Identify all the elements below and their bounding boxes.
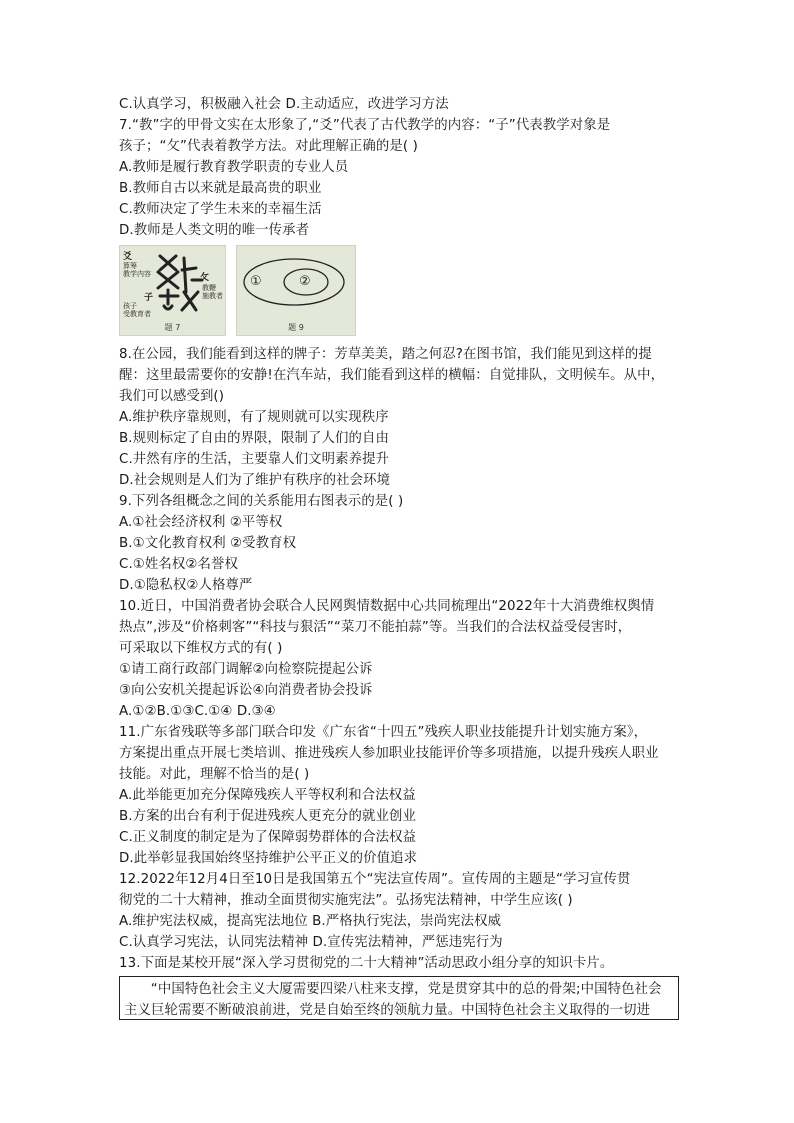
q13-stem: 13.下面是某校开展“深入学习贯彻党的二十大精神”活动思政小组分享的知识卡片。	[119, 956, 614, 971]
q12-options-cd: C.认真学习宪法，认同宪法精神 D.宣传宪法精神，严惩违宪行为	[119, 935, 503, 950]
q8-stem-line1: 8.在公园，我们能看到这样的牌子：芳草美美，踏之何忍?在图书馆，我们能见到这样的提	[119, 347, 652, 362]
q8-option-b: B.规则标定了自由的界限，限制了人们的自由	[119, 431, 389, 446]
fig7-yao-desc1: 算筹	[123, 262, 137, 270]
q8-stem-line3: 我们可以感受到()	[119, 389, 225, 404]
fig9-caption: 题 9	[288, 323, 304, 332]
knowledge-card-text: “中国特色社会主义大厦需要四梁八柱来支撑，党是贯穿其中的总的骨架;中国特色社会主义巨轮需要不断破浪前进，党是自始至终的领航力量。中国特色社会主义取得的一切进	[124, 982, 662, 1018]
fig9-inner-label: ②	[299, 274, 311, 289]
q8-stem-line2: 醒：这里最需要你的安静!在汽车站，我们能看到这样的横幅：自觉排队，文明候车。从中，	[119, 368, 665, 383]
q7-option-c: C.教师决定了学生未来的幸福生活	[119, 202, 322, 217]
fig7-yao-label: 爻	[123, 252, 133, 262]
q12-stem-line2: 彻党的二十大精神，推动全面贯彻实施宪法”。弘扬宪法精神，中学生应该( )	[119, 893, 573, 908]
q10-stem-line2: 热点”,涉及“价格刺客”“科技与狠活”“菜刀不能拍蒜”等。当我们的合法权益受侵害时，	[119, 620, 632, 635]
q7-option-a: A.教师是履行教育教学职责的专业人员	[119, 160, 349, 175]
q10-stem-line1: 10.近日，中国消费者协会联合人民网舆情数据中心共同梳理出“2022年十大消费维权舆情	[119, 599, 655, 614]
q11-option-a: A.此举能更加充分保障残疾人平等权利和合法权益	[119, 788, 416, 803]
q8-option-a: A.维护秩序靠规则，有了规则就可以实现秩序	[119, 410, 389, 425]
q8-option-d: D.社会规则是人们为了维护有秩序的社会环境	[119, 473, 391, 488]
q10-items-line1: ①请工商行政部门调解②向检察院提起公诉	[119, 662, 373, 677]
q9-stem: 9.下列各组概念之间的关系能用右图表示的是( )	[119, 494, 404, 509]
fig7-pu-desc1: 教鞭	[202, 284, 216, 292]
q10-items-line2: ③向公安机关提起诉讼④向消费者协会投诉	[119, 683, 373, 698]
fig7-zi-desc1: 孩子	[123, 302, 137, 310]
q8-option-c: C.井然有序的生活，主要靠人们文明素养提升	[119, 452, 390, 467]
q6-options-tail: C.认真学习，积极融入社会 D.主动适应，改进学习方法	[119, 97, 449, 112]
q9-option-d: D.①隐私权②人格尊严	[119, 578, 253, 593]
fig7-caption: 题 7	[164, 323, 181, 332]
q12-stem-line1: 12.2022年12月4日至10日是我国第五个“宪法宣传周”。宣传周的主题是“学习宣传贯	[119, 872, 631, 887]
q12-options-ab: A.维护宪法权威，提高宪法地位 B.严格执行宪法，崇尚宪法权威	[119, 914, 502, 929]
fig7-pu-label: 攵	[200, 273, 210, 283]
fig7-pu-desc2: 施教者	[202, 292, 223, 300]
q7-stem-line1: 7.“教”字的甲骨文实在太形象了,“爻”代表了古代教学的内容：“子”代表教学对象是	[119, 118, 611, 133]
fig7-yao-desc2: 教学内容	[123, 270, 151, 278]
q11-stem-line2: 方案提出重点开展七类培训、推进残疾人参加职业技能评价等多项措施，以提升残疾人职业	[119, 746, 659, 761]
q11-option-d: D.此举彰显我国始终坚持维护公平正义的价值追求	[119, 851, 418, 866]
q7-option-d: D.教师是人类文明的唯一传承者	[119, 223, 310, 238]
q10-options: A.①②B.①③C.①④ D.③④	[119, 704, 276, 719]
figure-7-oracle-bone-jiao	[119, 245, 226, 336]
fig9-outer-label: ①	[250, 274, 262, 289]
q9-option-c: C.①姓名权②名誉权	[119, 557, 238, 572]
knowledge-card	[119, 976, 679, 1020]
q10-stem-line3: 可采取以下维权方式的有( )	[119, 641, 283, 656]
fig7-zi-desc2: 受教育者	[123, 310, 151, 318]
figure-9-nested-ellipses	[236, 245, 356, 336]
q11-option-c: C.正义制度的制定是为了保障弱势群体的合法权益	[119, 830, 417, 845]
exam-page	[119, 94, 679, 1020]
q9-option-b: B.①文化教育权利 ②受教育权	[119, 536, 297, 551]
q7-option-b: B.教师自古以来就是最高贵的职业	[119, 181, 322, 196]
q11-stem-line1: 11.广东省残联等多部门联合印发《广东省“十四五”残疾人职业技能提升计划实施方案》，	[119, 725, 648, 740]
q11-option-b: B.方案的出台有利于促进残疾人更充分的就业创业	[119, 809, 416, 824]
q9-option-a: A.①社会经济权利 ②平等权	[119, 515, 283, 530]
q7-stem-line2: 孩子；“攵”代表着教学方法。对此理解正确的是( )	[119, 139, 418, 154]
figure-row	[119, 245, 679, 338]
fig7-zi-label: 子	[144, 293, 154, 303]
q11-stem-line3: 技能。对此，理解不恰当的是( )	[119, 767, 310, 782]
